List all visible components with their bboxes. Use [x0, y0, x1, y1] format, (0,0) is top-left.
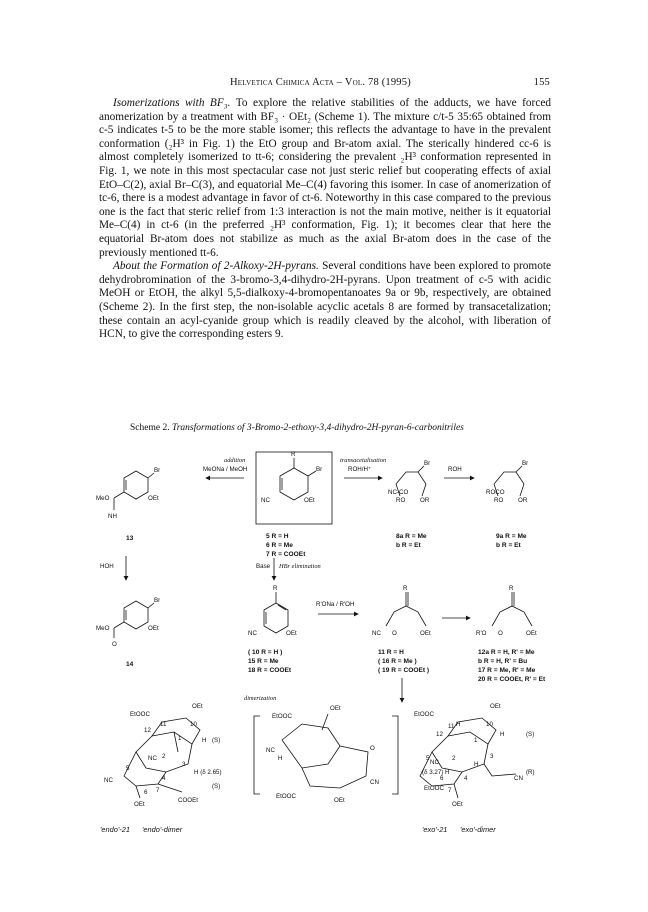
exo-dimer: [414, 703, 535, 808]
caption-title: Transformations of 3-Bromo-2-ethoxy-3,4-dihydro-2H-pyran-6-carbonitriles: [171, 423, 464, 433]
label: H: [278, 755, 283, 762]
atom-number: 12: [144, 727, 151, 734]
atom-number: 2: [452, 755, 456, 762]
compound-number: 13: [126, 535, 134, 542]
group-oet: OEt: [304, 497, 315, 504]
compound-12-17-20: [476, 585, 546, 683]
label: OEt: [334, 797, 345, 804]
arrow-label: addition: [224, 457, 246, 464]
group-or: OR: [518, 497, 528, 504]
arrow-label: transacetalisation: [340, 457, 387, 464]
compound-10-15-18: [248, 585, 297, 674]
group-o: O: [112, 641, 117, 648]
label: (S): [212, 783, 221, 790]
group-oet: OEt: [148, 625, 159, 632]
group-r: R: [509, 585, 514, 592]
label: (R): [526, 769, 535, 776]
atom-number: 6: [440, 775, 444, 782]
caption-prefix: Scheme 2.: [130, 423, 170, 433]
group-nc: NC: [372, 630, 381, 637]
arrow-roh: [444, 466, 474, 478]
group-o: O: [392, 630, 397, 637]
entry: 17 R = Me, R' = Me: [478, 667, 536, 674]
group-ro: R'O: [476, 630, 487, 637]
atom-number: 2: [162, 753, 166, 760]
label: EtOOC: [414, 711, 434, 718]
group-meo: MeO: [96, 625, 110, 632]
group-oet: OEt: [420, 630, 431, 637]
compound-5-7: [256, 451, 332, 558]
group-ncco: NC-CO: [388, 489, 409, 496]
paragraph-formation: [99, 260, 551, 342]
label: H: [474, 761, 479, 768]
group-oet: OEt: [148, 495, 159, 502]
atom-number: 3: [182, 761, 186, 768]
paragraph-text: To explore the relative stabilities of the adducts, we have forced anomerization by a treatment with BF₃ · OEt₂ (Scheme 1). The mixture c/t-5 35:65 obtained from c-5 indicates t-5 to be the more stable isomer; this reflects the advantage to have in the prevalent conformation (₂H³ in Fig. 1) the EtO group and Br-atom axial. The sterically hindered cc-6 is almost completely isomerized to tt-6; considering the prevalent ₂H³ conformation represented in Fig. 1, we note in this most spectacular case not just steric relief but cooperating effects of axial EtO–C(2), axial Br–C(3), and equatorial Me–C(4) favoring this isomer. In case of anomerization of tc-6, there is a modest advantage in favor of ct-6. Noteworthy in this case compared to the previous one is the fact that steric relief from 1:3 interaction is not the main motive, neither is it equatorial Me–C(4) in ct-6 (in the preferred ₂H³ conformation, Fig. 1); it becomes clear that here the equatorial Br-atom does not stabilize as much as the axial Br-atom does in the case of the previously mentioned tt-6.: [99, 97, 551, 259]
page-number: 155: [533, 77, 550, 88]
label: O: [370, 745, 375, 752]
label-exo-21: 'exo'-21: [422, 825, 448, 834]
atom-number: 10: [190, 721, 197, 728]
compound-number: 14: [126, 661, 134, 668]
group-ro: RO: [396, 497, 406, 504]
group-meo: MeO: [96, 495, 110, 502]
body-text: [99, 97, 551, 342]
compound-8: [388, 460, 430, 549]
paragraph-lead: About the Formation of 2-Alkoxy-2H-pyrans.: [113, 260, 319, 273]
atom-number: 7: [156, 787, 160, 794]
label: OEt: [192, 703, 203, 710]
arrow-reagent: ROH/H⁺: [348, 466, 372, 473]
label: (S): [526, 731, 535, 738]
arrow-reagent: ROH: [448, 466, 462, 473]
entry: 12a R = H, R' = Me: [478, 649, 535, 656]
endo-dimer: [104, 703, 222, 808]
scheme-2-figure: [96, 440, 556, 840]
group-or: OR: [420, 497, 430, 504]
entry: ( 10 R = H ): [248, 649, 283, 656]
compound-9: [486, 460, 528, 549]
entry: ( 19 R = COOEt ): [378, 667, 430, 674]
scheme-caption: [130, 423, 550, 433]
label: (S): [212, 737, 221, 744]
group-br: Br: [522, 460, 529, 467]
group-r: R: [291, 451, 296, 458]
group-o: O: [498, 630, 503, 637]
group-ro: RO: [494, 497, 504, 504]
entry: 7 R = COOEt: [266, 551, 306, 558]
atom-number: 5: [426, 755, 430, 762]
scheme-drawing: [96, 440, 556, 840]
group-br: Br: [154, 597, 161, 604]
entry: 18 R = COOEt: [248, 667, 292, 674]
label: H: [500, 731, 505, 738]
arrow-label: HBr elimination: [279, 563, 321, 570]
group-nh: NH: [108, 513, 117, 520]
label: CN: [514, 775, 523, 782]
entry: 5 R = H: [266, 533, 289, 540]
running-header: [100, 77, 550, 91]
entry: ( 16 R = Me ): [378, 658, 417, 665]
label: CN: [370, 779, 379, 786]
compound-14: [96, 597, 160, 668]
entry: 20 R = COOEt, R' = Et: [478, 676, 546, 683]
atom-number: 1: [474, 737, 478, 744]
journal-title: Helvetica Chimica Acta – Vol. 78 (1995): [230, 77, 411, 88]
group-oet: OEt: [526, 630, 537, 637]
group-r: R: [273, 585, 278, 592]
group-r: R: [403, 585, 408, 592]
entry: b R = Et: [496, 542, 521, 549]
transition-state: [254, 705, 398, 804]
entry: 15 R = Me: [248, 658, 279, 665]
arrow-reagent: HOH: [100, 563, 114, 570]
atom-number: 10: [486, 721, 493, 728]
atom-number: 12: [436, 731, 443, 738]
label: EtOOC: [424, 785, 444, 792]
paragraph-text: Several conditions have been explored to promote dehydrobromination of the 3-bromo-3,4-dihydro-2H-pyrans. Upon treatment of c-5 with acidic MeOH or EtOH, the alkyl 5,5-dialkoxy-4-bromopentanoates 9a or 9b, respectively, are obtained (Scheme 2). In the first step, the non-isolable acyclic acetals 8 are formed by transacetalization; these contain an acyl-cyanide group which is readily cleaved by the alcohol, with liberation of HCN, to give the corresponding esters 9.: [99, 260, 552, 341]
group-nc: NC: [248, 630, 257, 637]
atom-number: 11: [160, 721, 167, 728]
arrow-rona: [316, 601, 358, 614]
compound-11-16-19: [372, 585, 431, 674]
label: H: [456, 721, 461, 728]
label: OEt: [134, 801, 145, 808]
label: OEt: [452, 801, 463, 808]
label: OEt: [330, 705, 341, 712]
label: H: [202, 737, 207, 744]
label-endo-21: 'endo'-21: [100, 825, 130, 834]
label: OEt: [490, 703, 501, 710]
atom-number: 11: [448, 723, 455, 730]
atom-number: 6: [144, 789, 148, 796]
group-br: Br: [424, 460, 431, 467]
label: NC: [266, 747, 275, 754]
group-br: Br: [154, 467, 161, 474]
atom-number: 7: [448, 787, 452, 794]
arrow-reagent: MeONa / MeOH: [203, 466, 248, 473]
entry: 8a R = Me: [396, 533, 427, 540]
arrow-hoh: [100, 556, 126, 580]
label: (δ 3.27) H: [422, 769, 450, 776]
arrow-label: dimerization: [244, 695, 277, 702]
group-nc: NC: [261, 497, 270, 504]
arrow-dimerization: [244, 678, 402, 702]
paragraph-isomerizations: [99, 97, 551, 260]
entry: b R = Et: [396, 542, 421, 549]
arrow-transacetalisation: [340, 457, 386, 478]
entry: 9a R = Me: [496, 533, 527, 540]
group-roco: ROCO: [486, 489, 505, 496]
group-oet: OEt: [286, 630, 297, 637]
atom-number: 5: [126, 765, 130, 772]
entry: 11 R = H: [378, 649, 404, 656]
label: H (δ 2.65): [194, 769, 222, 776]
label: EtOOC: [272, 713, 292, 720]
label-exo-dimer: 'exo'-dimer: [460, 825, 496, 834]
group-br: Br: [316, 466, 323, 473]
arrow-hbr-elimination: [256, 558, 321, 580]
label: NC: [104, 777, 113, 784]
label: EtOOC: [276, 793, 296, 800]
entry: 6 R = Me: [266, 542, 293, 549]
atom-number: 4: [162, 775, 166, 782]
compound-13: [96, 467, 160, 542]
atom-number: 1: [178, 735, 182, 742]
label: EtOOC: [130, 711, 150, 718]
label: NC: [430, 759, 439, 766]
atom-number: 3: [490, 753, 494, 760]
label: COOEt: [178, 797, 198, 804]
arrow-reagent: R'ONa / R'OH: [316, 601, 355, 608]
entry: b R = H, R' = Bu: [478, 658, 528, 665]
arrow-base: Base: [256, 563, 271, 570]
atom-number: 4: [464, 775, 468, 782]
label-endo-dimer: 'endo'-dimer: [142, 825, 183, 834]
label: NC: [148, 755, 157, 762]
arrow-addition: [203, 457, 247, 478]
paragraph-lead: Isomerizations with BF₃.: [113, 97, 231, 109]
